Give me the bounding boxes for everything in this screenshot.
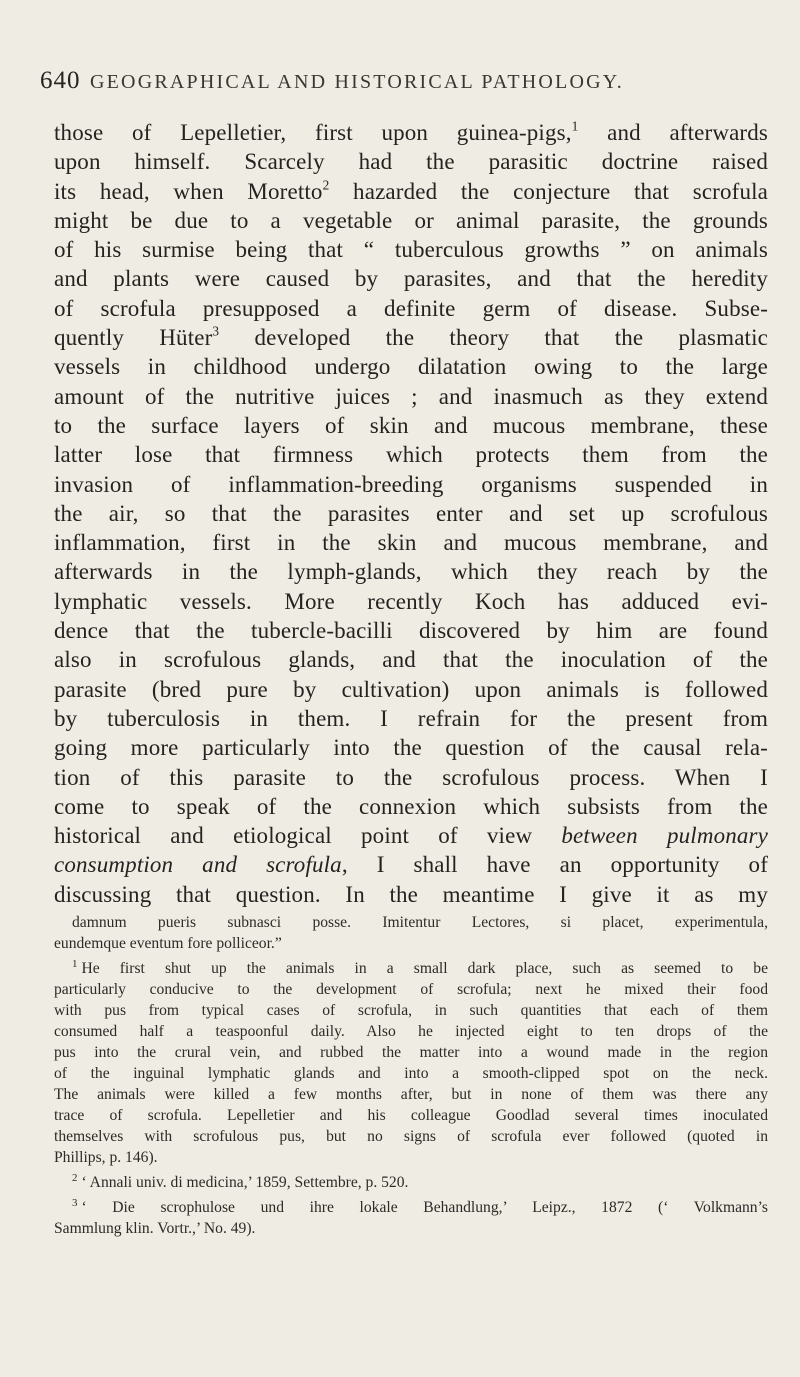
- text-line: the air, so that the parasites enter and set up scrofulous: [54, 500, 768, 526]
- footnote-2: $^2$ ‘ Annali univ. di medicina,’ 1859, Settembre, p. 520.: [72, 1172, 409, 1191]
- footnote-3: $^3$ ‘ Die scrophulose und ihre lokale Behandlung,’ Leipz., 1872 (‘ Volkmann’s Sammlung klin. Vortr.,’ No. 49).: [54, 1197, 768, 1237]
- footnote-continuation: damnum pueris subnasci posse. Imitentur Lectores, si placet, experimentula, eundemque eventum fore polliceor.”: [54, 914, 768, 952]
- text-line: those of Lepelletier, first upon guinea-pigs,$^1$ and afterwards: [54, 118, 768, 145]
- footnote-1: $^1$ He first shut up the animals in a small dark place, such as seemed to be particularly conducive to the development of scrofula; next he mixed their food with pus from typical cases of scrofula, in such quantities that each of them consumed half a teaspoonful daily. Also he injected eight to ten drops of the pus into the crural vein, and rubbed the matter into a wound made in the region of the inguinal lymphatic glands and into a smooth-clipped spot on the neck. The animals were killed a few months after, but in none of them was there any trace of scrofula. Lepelletier and his colleague Goodlad several times inoculated themselves with scrofulous pus, but no signs of scrofula ever followed (quoted in Phillips, p. 146).: [54, 958, 768, 1166]
- text-line: also in scrofulous glands, and that the inoculation of the: [54, 647, 768, 673]
- text-line: amount of the nutritive juices ; and inasmuch as they extend: [54, 383, 768, 409]
- italic-phrase: between pulmonary: [561, 823, 768, 849]
- text-line: of scrofula presupposed a definite germ of disease. Subse-: [54, 295, 768, 321]
- text-line: quently Hüter$^3$ developed the theory that the plasmatic: [54, 323, 768, 351]
- text-line: afterwards in the lymph-glands, which they reach by the: [54, 559, 768, 585]
- text-line: inflammation, first in the skin and mucous membrane, and: [54, 530, 768, 556]
- running-head: GEOGRAPHICAL AND HISTORICAL PATHOLOGY.: [90, 71, 625, 93]
- text-line: latter lose that firmness which protects them from the: [54, 442, 768, 468]
- footnote-ref-1: 1: [571, 118, 579, 134]
- text-line: by tuberculosis in them. I refrain for the present from: [54, 705, 768, 731]
- text-line: parasite (bred pure by cultivation) upon animals is followed: [54, 676, 768, 702]
- footnote-ref-2: 2: [322, 177, 330, 193]
- text-line: of his surmise being that “ tuberculous growths ” on animals: [54, 237, 768, 263]
- text-line: historical and etiological point of view between pulmonary: [54, 823, 768, 849]
- text-line: lymphatic vessels. More recently Koch has adduced evi-: [54, 588, 768, 614]
- footnote-marker: 1: [72, 958, 78, 970]
- footnote-ref-3: 3: [212, 323, 220, 339]
- text-line: upon himself. Scarcely had the parasitic doctrine raised: [54, 149, 768, 175]
- footnote-marker: 2: [72, 1172, 78, 1184]
- text-line: discussing that question. In the meantime I give it as my: [54, 881, 768, 907]
- text-line: to the surface layers of skin and mucous membrane, these: [54, 412, 768, 438]
- body-text: [54, 118, 768, 909]
- text-line: and plants were caused by parasites, and that the heredity: [54, 266, 768, 292]
- text-line: might be due to a vegetable or animal parasite, the grounds: [54, 207, 768, 233]
- footnote-marker: 3: [72, 1197, 78, 1209]
- text-line: going more particularly into the question of the causal rela-: [54, 735, 768, 761]
- text-line: vessels in childhood undergo dilatation owing to the large: [54, 354, 768, 380]
- text-line: invasion of inflammation-breeding organisms suspended in: [54, 471, 768, 497]
- text-line: come to speak of the connexion which subsists from the: [54, 793, 768, 819]
- text-line: tion of this parasite to the scrofulous process. When I: [54, 764, 768, 790]
- footnotes: [54, 912, 768, 1239]
- page-number: 640: [40, 67, 81, 94]
- text-line: its head, when Moretto$^2$ hazarded the conjecture that scrofula: [54, 177, 768, 204]
- page-header: [40, 66, 780, 106]
- text-line: dence that the tubercle-bacilli discovered by him are found: [54, 618, 768, 644]
- text-line: consumption and scrofula, I shall have an opportunity of: [54, 852, 769, 878]
- italic-phrase: consumption and scrofula: [54, 852, 342, 878]
